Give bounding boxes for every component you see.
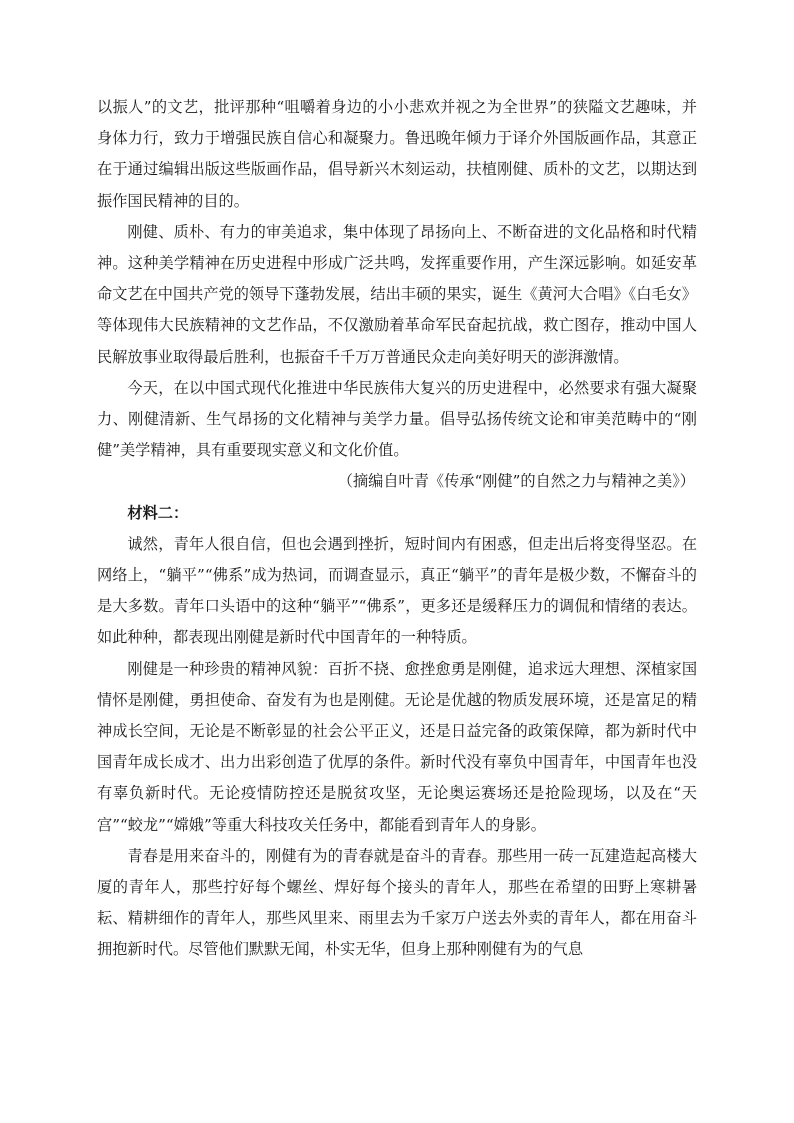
paragraph-1: 以振人”的文艺，批评那种“咀嚼着身边的小小悲欢并视之为全世界”的狭隘文艺趣味，并身体力行，致力于增强民族自信心和凝聚力。鲁迅晚年倾力于译介外国版画作品，其意正在于通过编辑出版这些版画作品，倡导新兴木刻运动，扶植刚健、质朴的文艺，以期达到振作国民精神的目的。 [97, 98, 697, 210]
document-body [97, 92, 697, 966]
paragraph-3: 今天，在以中国式现代化推进中华民族伟大复兴的历史进程中，必然要求有强大凝聚力、刚健清新、生气昂扬的文化精神与美学力量。倡导弘扬传统文论和审美范畴中的“刚健”美学精神，具有重要现实意义和文化价值。 [97, 378, 697, 460]
paragraph-4: 诚然，青年人很自信，但也会遇到挫折，短时间内有困惑，但走出后将变得坚忍。在网络上，“躺平”“佛系”成为热词，而调查显示，真正“躺平”的青年是极少数，不懈奋斗的是大多数。青年口头语中的这种“躺平”“佛系”，更多还是缓释压力的调侃和情绪的表达。如此种种，都表现出刚健是新时代中国青年的一种特质。 [97, 534, 697, 647]
paragraph-2: 刚健、质朴、有力的审美追求，集中体现了昂扬向上、不断奋进的文化品格和时代精神。这种美学精神在历史进程中形成广泛共鸣，发挥重要作用，产生深远影响。如延安革命文艺在中国共产党的领导下蓬勃发展，结出丰硕的果实，诞生《黄河大合唱》《白毛女》等体现伟大民族精神的文艺作品，不仅激励着革命军民奋起抗战，救亡图存，推动中国人民解放事业取得最后胜利，也振奋千千万万普通民众走向美好明天的澎湃激情。 [97, 222, 697, 366]
source-citation: （摘编自叶青《传承“刚健”的自然之力与精神之美》） [337, 472, 695, 491]
paragraph-6: 青春是用来奋斗的，刚健有为的青春就是奋斗的青春。那些用一砖一瓦建造起高楼大厦的青年人，那些拧好每个螺丝、焊好每个接头的青年人，那些在希望的田野上寒耕暑耘、精耕细作的青年人，那些风里来、雨里去为千家万户送去外卖的青年人，都在用奋斗拥抱新时代。尽管他们默默无闻，朴实无华，但身上那种刚健有为的气息 [97, 846, 697, 959]
paragraph-5: 刚健是一种珍贵的精神风貌：百折不挠、愈挫愈勇是刚健，追求远大理想、深植家国情怀是刚健，勇担使命、奋发有为也是刚健。无论是优越的物质发展环境，还是富足的精神成长空间，无论是不断彰显的社会公平正义，还是日益完备的政策保障，都为新时代中国青年成长成才、出力出彩创造了优厚的条件。新时代没有辜负中国青年，中国青年也没有辜负新时代。无论疫情防控还是脱贫攻坚，无论奥运赛场还是抢险现场，以及在“天宫”“蛟龙”“嫦娥”等重大科技攻关任务中，都能看到青年人的身影。 [97, 659, 697, 834]
section-heading-material-2: 材料二： [127, 503, 189, 522]
